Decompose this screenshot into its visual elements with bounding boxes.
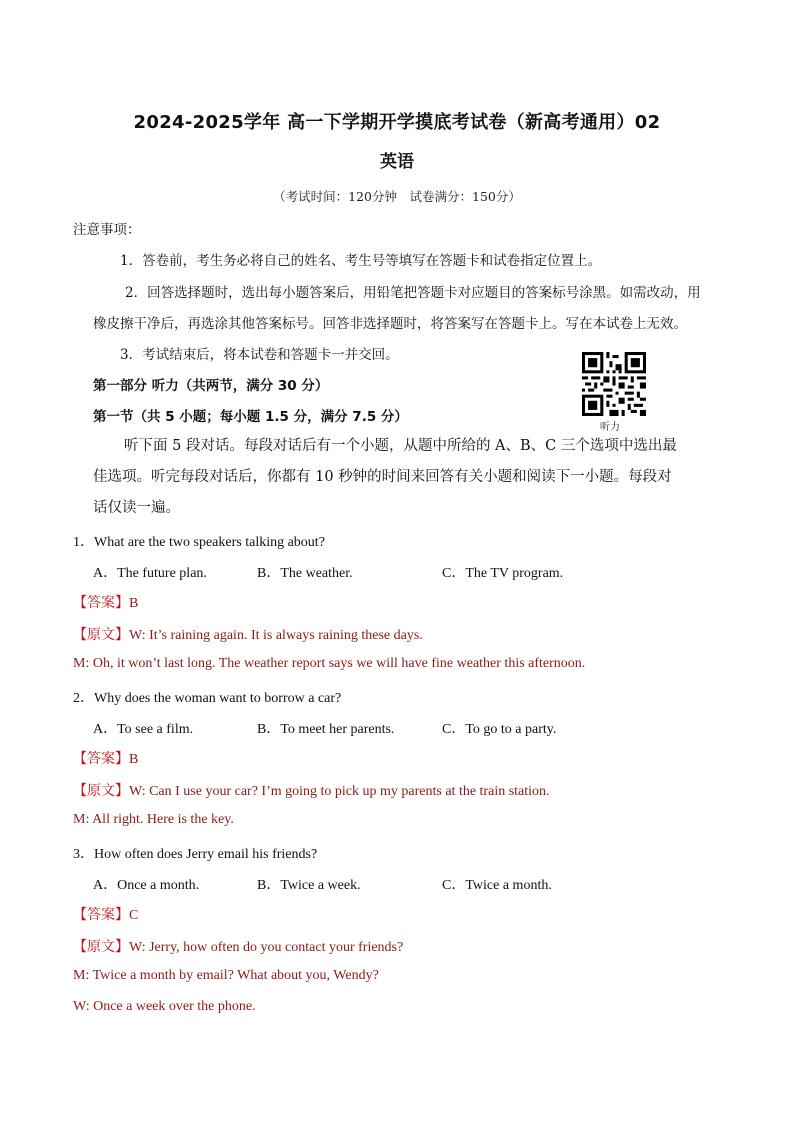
subject-title: 英语: [380, 152, 414, 172]
note-item-1: 1．答卷前，考生务必将自己的姓名、考生号等填写在答题卡和试卷指定位置上。: [120, 253, 602, 269]
instructions-line-3: 话仅读一遍。: [93, 500, 180, 516]
note-item-2-line-1: 2．回答选择题时，选出每小题答案后，用铅笔把答题卡对应题目的答案标号涂黑。如需改动，用: [125, 285, 701, 301]
question-1-option-b: B．The weather.: [257, 566, 353, 581]
instructions-line-1: 听下面 5 段对话。每段对话后有一个小题，从题中所给的 A、B、C 三个选项中选出最: [124, 438, 677, 454]
answer-label: 【答案】: [73, 907, 129, 923]
question-3-stem: 3．How often does Jerry email his friends?: [73, 847, 318, 862]
question-1-option-c: C．The TV program.: [442, 566, 564, 581]
page-title: 2024-2025学年 高一下学期开学摸底考试卷（新高考通用）02: [133, 112, 661, 133]
answer-value: C: [129, 908, 139, 923]
question-3-option-c: C．Twice a month.: [442, 878, 552, 893]
transcript-line: M: Oh, it won’t last long. The weather report says we will have fine weather this afternoon.: [73, 656, 586, 671]
answer-label: 【答案】: [73, 751, 129, 767]
question-1-transcript: [73, 624, 423, 644]
question-1-answer: [73, 592, 138, 612]
part1-heading: 第一部分 听力（共两节，满分 30 分）: [93, 378, 329, 394]
question-3-answer: [73, 904, 138, 924]
transcript-line: W: Can I use your car? I’m going to pick up my parents at the train station.: [129, 784, 550, 799]
exam-info: （考试时间：120分钟 试卷满分：150分）: [273, 189, 521, 204]
transcript-line: M: All right. Here is the key.: [73, 812, 234, 827]
transcript-label: 【原文】: [73, 783, 129, 799]
question-1-option-a: A．The future plan.: [93, 566, 207, 581]
instructions-line-2: 佳选项。听完每段对话后，你都有 10 秒钟的时间来回答有关小题和阅读下一小题。每段对: [93, 469, 672, 485]
question-3-option-b: B．Twice a week.: [257, 878, 361, 893]
question-2-answer: [73, 748, 138, 768]
question-2-option-c: C．To go to a party.: [442, 722, 557, 737]
notes-heading: 注意事项：: [73, 222, 141, 238]
question-2-option-a: A．To see a film.: [93, 722, 194, 737]
question-1-stem: 1．What are the two speakers talking about?: [73, 535, 325, 550]
question-2-stem: 2．Why does the woman want to borrow a car?: [73, 691, 342, 706]
qr-label: 听力: [600, 422, 620, 433]
transcript-line: W: Jerry, how often do you contact your friends?: [129, 940, 404, 955]
transcript-label: 【原文】: [73, 939, 129, 955]
transcript-label: 【原文】: [73, 627, 129, 643]
note-item-3: 3．考试结束后，将本试卷和答题卡一并交回。: [120, 347, 399, 363]
transcript-line: W: It’s raining again. It is always raining these days.: [129, 628, 423, 643]
transcript-line: W: Once a week over the phone.: [73, 999, 256, 1014]
answer-label: 【答案】: [73, 595, 129, 611]
question-3-transcript: [73, 936, 403, 956]
question-2-transcript: [73, 780, 550, 800]
transcript-line: M: Twice a month by email? What about you, Wendy?: [73, 968, 379, 983]
note-item-2-line-2: 橡皮擦干净后，再选涂其他答案标号。回答非选择题时，将答案写在答题卡上。写在本试卷上无效。: [93, 316, 687, 332]
qr-code-icon: [582, 352, 646, 416]
answer-value: B: [129, 596, 139, 611]
answer-value: B: [129, 752, 139, 767]
question-2-option-b: B．To meet her parents.: [257, 722, 395, 737]
question-3-option-a: A．Once a month.: [93, 878, 200, 893]
section1-heading: 第一节（共 5 小题；每小题 1.5 分，满分 7.5 分）: [93, 409, 408, 425]
